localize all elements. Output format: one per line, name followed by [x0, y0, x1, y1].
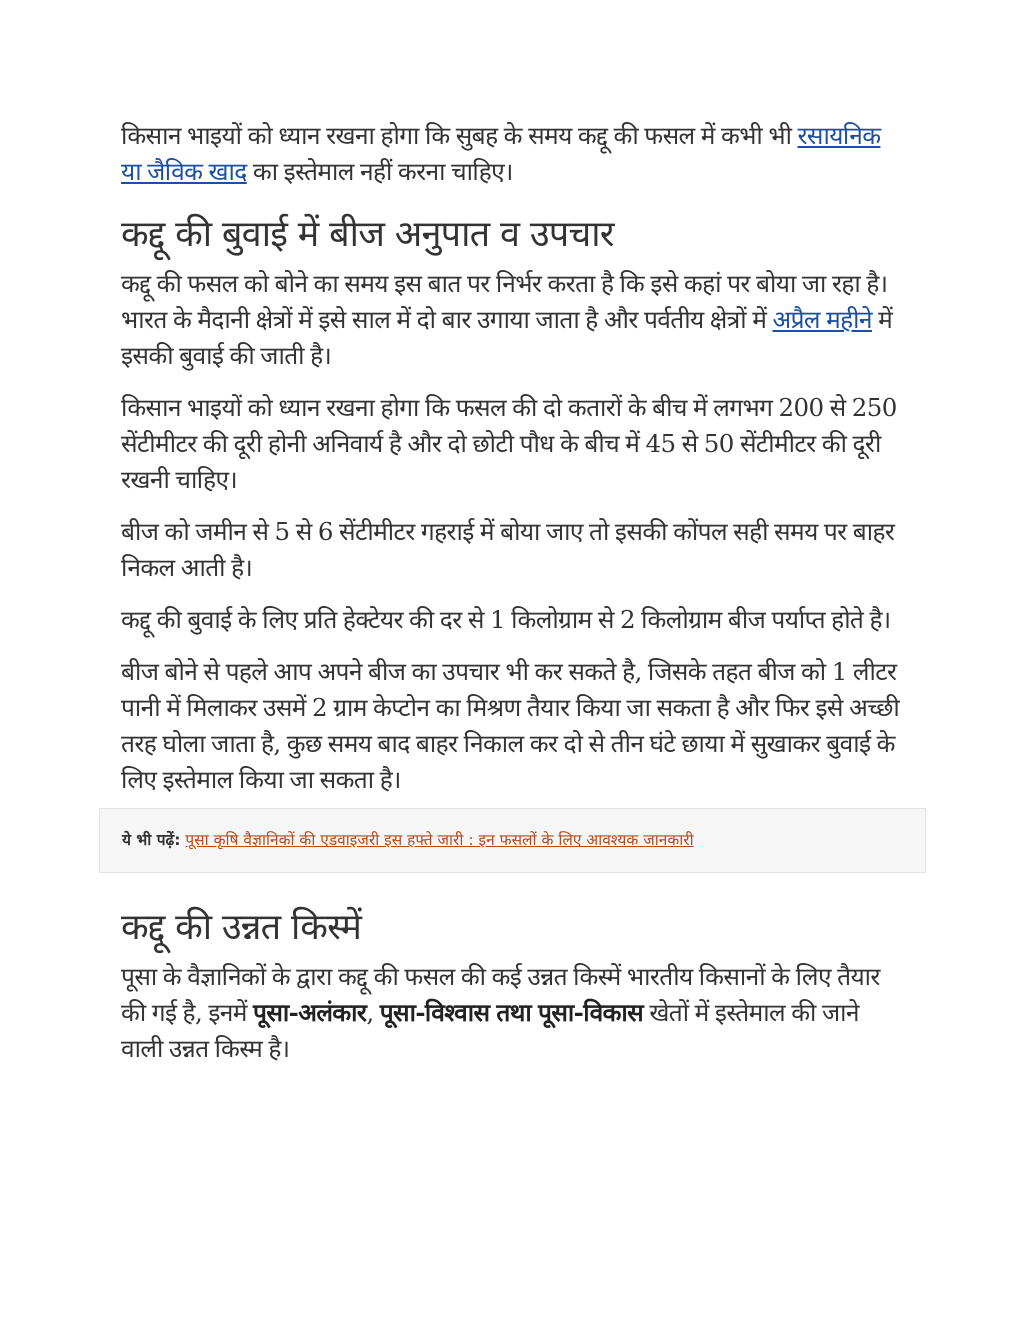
- heading-seed-ratio: कद्दू की बुवाई में बीज अनुपात व उपचार: [121, 214, 614, 255]
- paragraph-sowing-time: [121, 266, 906, 374]
- paragraph-seed-depth: बीज को जमीन से 5 से 6 सेंटीमीटर गहराई में बोया जाए तो इसकी कोंपल सही समय पर बाहर निकल आती है।: [121, 517, 895, 582]
- article-body: [121, 118, 906, 1067]
- paragraph-text: में इसकी बुवाई की जाती है।: [121, 305, 893, 370]
- heading-improved-varieties: कद्दू की उन्नत किस्में: [121, 907, 362, 948]
- paragraph-seed-treatment: बीज बोने से पहले आप अपने बीज का उपचार भी कर सकते है, जिसके तहत बीज को 1 लीटर पानी में मिलाकर उसमें 2 ग्राम केप्टोन का मिश्रण तैयार किया जा सकता है और फिर इसे अच्छी तरह घोला जाता है, कुछ समय बाद बाहर निकाल कर दो से तीन घंटे छाया में सुखाकर बुवाई के लिए इस्तेमाल किया जा सकता है।: [121, 657, 900, 794]
- paragraph-varieties: [121, 959, 906, 1067]
- paragraph-text: खेतों में इस्तेमाल की जाने वाली उन्नत किस्म है।: [121, 998, 859, 1063]
- variety-name: पूसा-अलंकार: [253, 998, 367, 1027]
- paragraph-text: कद्दू की फसल को बोने का समय इस बात पर निर्भर करता है कि इसे कहां पर बोया जा रहा है। भारत के मैदानी क्षेत्रों में इसे साल में दो बार उगाया जाता है और पर्वतीय क्षेत्रों में: [121, 269, 888, 334]
- paragraph-fertilizer-note: [121, 118, 906, 190]
- link-fertilizer[interactable]: रसायनिक या जैविक खाद: [121, 121, 881, 186]
- paragraph-seed-rate: कद्दू की बुवाई के लिए प्रति हेक्टेयर की दर से 1 किलोग्राम से 2 किलोग्राम बीज पर्याप्त होते है।: [121, 605, 891, 634]
- paragraph-row-spacing: किसान भाइयों को ध्यान रखना होगा कि फसल की दो कतारों के बीच में लगभग 200 से 250 सेंटीमीटर की दूरी होनी अनिवार्य है और दो छोटी पौध के बीच में 45 से 50 सेंटीमीटर की दूरी रखनी चाहिए।: [121, 393, 897, 494]
- separator: ,: [366, 998, 380, 1027]
- paragraph-text: किसान भाइयों को ध्यान रखना होगा कि सुबह के समय कद्दू की फसल में कभी भी: [121, 121, 798, 150]
- also-read-label: ये भी पढ़ें:: [122, 831, 181, 849]
- variety-name: पूसा-विश्वास तथा पूसा-विकास: [379, 998, 644, 1027]
- paragraph-text: पूसा के वैज्ञानिकों के द्वारा कद्दू की फसल की कई उन्नत किस्में भारतीय किसानों के लिए तैयार की गई है, इनमें: [121, 962, 880, 1027]
- link-april-month[interactable]: अप्रैल महीने: [772, 305, 872, 334]
- also-read-callout: [99, 808, 926, 873]
- paragraph-text: का इस्तेमाल नहीं करना चाहिए।: [246, 157, 513, 186]
- also-read-link[interactable]: पूसा कृषि वैज्ञानिकों की एडवाइजरी इस हफ्ते जारी : इन फसलों के लिए आवश्यक जानकारी: [185, 831, 694, 849]
